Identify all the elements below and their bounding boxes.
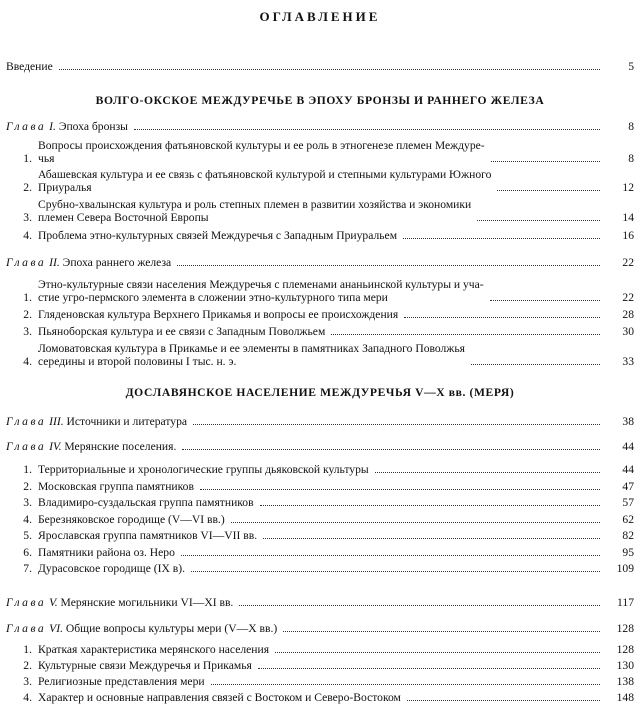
dot-leader <box>404 317 600 318</box>
toc-item[interactable] <box>6 562 634 575</box>
page-number: 109 <box>616 562 634 575</box>
item-text-line: Ярославская группа памятников VI—VII вв. <box>38 529 258 542</box>
item-number: 4. <box>23 229 32 242</box>
dot-leader <box>258 668 600 669</box>
dot-leader <box>134 129 600 130</box>
item-text-line: Вопросы происхождения фатьяновской культуры и ее роль в этногенезе племен Междуре- <box>38 139 485 152</box>
item-number: 3. <box>23 496 32 509</box>
page-number: 47 <box>622 480 634 493</box>
toc-item[interactable] <box>6 659 634 672</box>
toc-item[interactable] <box>6 229 634 242</box>
item-text-line: Приуралья <box>38 181 92 194</box>
dot-leader <box>182 449 600 450</box>
dot-leader <box>275 652 600 653</box>
item-text-line: Этно-культурные связи населения Междуречья с племенами ананьинской культуры и уча- <box>38 278 484 291</box>
page-number: 8 <box>628 120 634 133</box>
toc-item[interactable] <box>6 463 634 476</box>
page-number: 128 <box>616 622 634 635</box>
dot-leader <box>497 190 600 191</box>
chapter-label: Глава <box>6 415 47 428</box>
item-number: 3. <box>23 675 32 688</box>
chapter-title: Эпоха бронзы <box>58 120 128 133</box>
toc-item[interactable] <box>6 139 634 165</box>
dot-leader <box>403 238 600 239</box>
page-number: 22 <box>622 291 634 304</box>
page-number: 30 <box>622 325 634 338</box>
item-text-line: Краткая характеристика мерянского населения <box>38 643 270 656</box>
chapter-title: Источники и литература <box>66 415 188 428</box>
chapter-title: Общие вопросы культуры мери (V—X вв.) <box>65 622 278 635</box>
page-number: 8 <box>628 152 634 165</box>
page-number: 82 <box>622 529 634 542</box>
item-text-line: стие угро-пермского элемента в сложении этно-культурного типа мери <box>38 291 388 304</box>
item-text-line: племен Севера Восточной Европы <box>38 211 209 224</box>
item-text-line: Гляденовская культура Верхнего Прикамья и вопросы ее происхождения <box>38 308 399 321</box>
toc-item[interactable] <box>6 513 634 526</box>
item-text-line: Березняковское городище (V—VI вв.) <box>38 513 225 526</box>
chapter-title: Мерянские поселения. <box>64 440 177 453</box>
item-number: 3. <box>23 325 32 338</box>
dot-leader <box>491 161 600 162</box>
part-title: ВОЛГО-ОКСКОЕ МЕЖДУРЕЧЬЕ В ЭПОХУ БРОНЗЫ И РАННЕГО ЖЕЛЕЗА <box>95 94 545 107</box>
toc-item[interactable] <box>6 546 634 559</box>
page-number: 22 <box>622 256 634 269</box>
page-number: 148 <box>616 691 634 704</box>
item-number: 4. <box>23 355 32 368</box>
item-text-line: Ломоватовская культура в Прикамье и ее элементы в памятниках Западного Поволжья <box>38 342 465 355</box>
dot-leader <box>260 505 600 506</box>
item-text-line: Срубно-хвалынская культура и роль степных племен в развитии хозяйства и экономики <box>38 198 472 211</box>
toc-chapter-2[interactable] <box>6 256 634 269</box>
dot-leader <box>191 571 600 572</box>
page-number: 138 <box>616 675 634 688</box>
item-number: 2. <box>23 181 32 194</box>
dot-leader <box>263 538 600 539</box>
chapter-title: Мерянские могильники VI—XI вв. <box>60 596 234 609</box>
item-text-line: Культурные связи Междуречья и Прикамья <box>38 659 252 672</box>
toc-item[interactable] <box>6 496 634 509</box>
dot-leader <box>331 334 600 335</box>
toc-item[interactable] <box>6 691 634 704</box>
chapter-label: Глава <box>6 440 47 453</box>
page-number: 117 <box>617 596 634 609</box>
chapter-label: Глава <box>6 596 47 609</box>
toc-item[interactable] <box>6 342 634 368</box>
item-text-line: середины и второй половины I тыс. н. э. <box>38 355 237 368</box>
chapter-label: Глава <box>6 256 47 269</box>
item-text-line: Абашевская культура и ее связь с фатьяновской культурой и степными культурами Южного <box>38 168 492 181</box>
page-number: 44 <box>622 463 634 476</box>
item-number: 1. <box>23 463 32 476</box>
page-number: 95 <box>622 546 634 559</box>
item-number: 2. <box>23 308 32 321</box>
chapter-number: VI. <box>49 622 63 635</box>
item-number: 2. <box>23 659 32 672</box>
item-number: 1. <box>23 291 32 304</box>
page-number: 128 <box>616 643 634 656</box>
item-text-line: чья <box>38 152 55 165</box>
item-number: 1. <box>23 152 32 165</box>
page-number: 5 <box>628 60 634 73</box>
dot-leader <box>239 605 600 606</box>
item-number: 4. <box>23 513 32 526</box>
toc-chapter-4[interactable] <box>6 440 634 453</box>
item-text-line: Владимиро-суздальская группа памятников <box>38 496 254 509</box>
dot-leader <box>490 300 600 301</box>
item-number: 4. <box>23 691 32 704</box>
dot-leader <box>231 522 600 523</box>
page-number: 38 <box>622 415 634 428</box>
chapter-number: I. <box>49 120 56 133</box>
entry-title: Введение <box>6 60 53 73</box>
toc-item[interactable] <box>6 529 634 542</box>
toc-item[interactable] <box>6 480 634 493</box>
part-title: ДОСЛАВЯНСКОЕ НАСЕЛЕНИЕ МЕЖДУРЕЧЬЯ V—X вв. (МЕРЯ) <box>125 386 515 399</box>
chapter-number: II. <box>49 256 60 269</box>
toc-chapter-6[interactable] <box>6 622 634 635</box>
page-number: 12 <box>622 181 634 194</box>
page-number: 57 <box>622 496 634 509</box>
page-number: 16 <box>622 229 634 242</box>
toc-heading: ОГЛАВЛЕНИЕ <box>259 9 381 24</box>
toc-item[interactable] <box>6 675 634 688</box>
item-text-line: Проблема этно-культурных связей Междуречья с Западным Приуральем <box>38 229 398 242</box>
toc-item[interactable] <box>6 278 634 304</box>
toc-item[interactable] <box>6 325 634 338</box>
item-text-line: Памятники района оз. Неро <box>38 546 175 559</box>
chapter-number: III. <box>49 415 64 428</box>
item-text-line: Московская группа памятников <box>38 480 194 493</box>
dot-leader <box>181 555 600 556</box>
item-number: 2. <box>23 480 32 493</box>
toc-chapter-5[interactable] <box>6 596 634 609</box>
dot-leader <box>193 424 600 425</box>
dot-leader <box>283 631 600 632</box>
chapter-number: IV. <box>49 440 62 453</box>
toc-entry-introduction[interactable] <box>6 60 634 73</box>
dot-leader <box>200 489 600 490</box>
page-number: 28 <box>622 308 634 321</box>
toc-chapter-1[interactable] <box>6 120 634 133</box>
dot-leader <box>59 69 600 70</box>
dot-leader <box>471 364 600 365</box>
item-text-line: Дурасовское городище (IX в). <box>38 562 185 575</box>
toc-item[interactable] <box>6 198 634 224</box>
chapter-title: Эпоха раннего железа <box>62 256 172 269</box>
chapter-label: Глава <box>6 120 47 133</box>
chapter-number: V. <box>49 596 58 609</box>
item-text-line: Религиозные представления мери <box>38 675 205 688</box>
item-text-line: Характер и основные направления связей с Востоком и Северо-Востоком <box>38 691 401 704</box>
page-number: 44 <box>622 440 634 453</box>
page-number: 62 <box>622 513 634 526</box>
dot-leader <box>477 220 600 221</box>
dot-leader <box>177 265 600 266</box>
item-text-line: Пьяноборская культура и ее связи с Западным Поволжьем <box>38 325 326 338</box>
dot-leader <box>375 472 600 473</box>
item-number: 7. <box>23 562 32 575</box>
toc-item[interactable] <box>6 308 634 321</box>
page-number: 14 <box>622 211 634 224</box>
item-number: 1. <box>23 643 32 656</box>
page-number: 130 <box>616 659 634 672</box>
dot-leader <box>211 684 600 685</box>
toc-item[interactable] <box>6 643 634 656</box>
item-number: 3. <box>23 211 32 224</box>
item-number: 6. <box>23 546 32 559</box>
item-text-line: Территориальные и хронологические группы дьяковской культуры <box>38 463 369 476</box>
page-number: 33 <box>622 355 634 368</box>
item-number: 5. <box>23 529 32 542</box>
toc-item[interactable] <box>6 168 634 194</box>
dot-leader <box>407 700 600 701</box>
toc-chapter-3[interactable] <box>6 415 634 428</box>
chapter-label: Глава <box>6 622 47 635</box>
